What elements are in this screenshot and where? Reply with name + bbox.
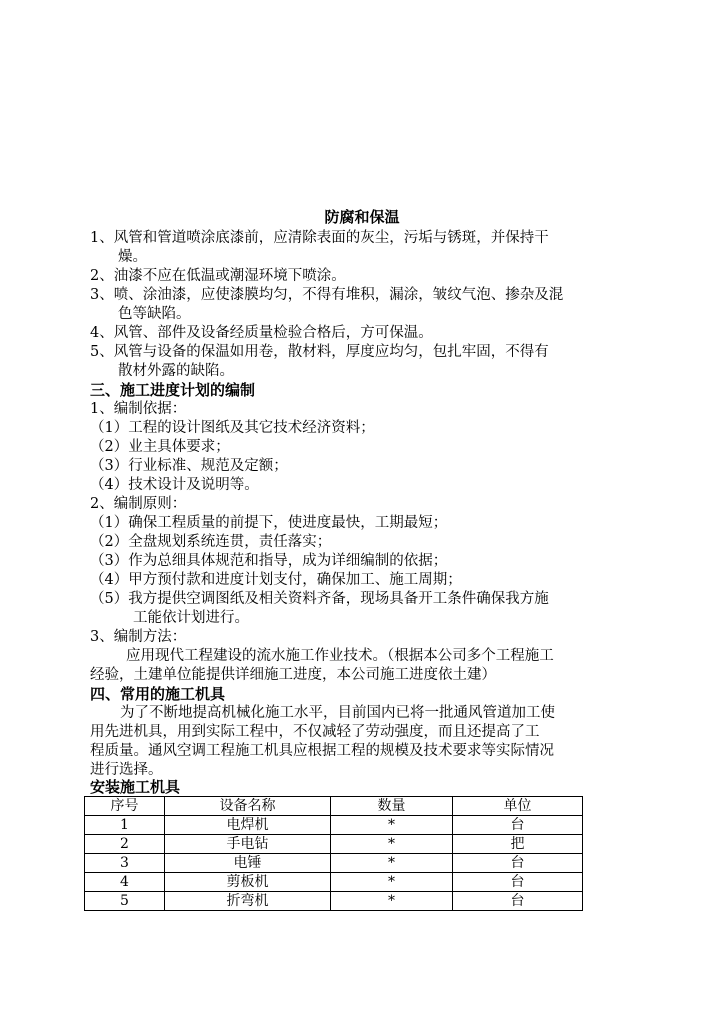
equipment-table bbox=[84, 796, 583, 911]
table-row bbox=[85, 892, 583, 911]
list-item: 2、油漆不应在低温或潮湿环境下喷涂。 bbox=[90, 268, 346, 284]
table-cell: 电锤 bbox=[165, 854, 331, 873]
table-cell: * bbox=[331, 816, 453, 835]
table-cell: * bbox=[331, 835, 453, 854]
column-header: 序号 bbox=[85, 797, 165, 816]
list-item-continuation: 燥。 bbox=[118, 249, 147, 265]
list-item: （4）甲方预付款和进度计划支付，确保加工、施工周期； bbox=[90, 572, 462, 588]
list-item: 4、风管、部件及设备经质量检验合格后，方可保温。 bbox=[90, 325, 433, 341]
table-row bbox=[85, 816, 583, 835]
list-item: （1）工程的设计图纸及其它技术经济资料； bbox=[90, 420, 375, 436]
list-item: （3）作为总细具体规范和指导，成为详细编制的依据； bbox=[90, 553, 448, 569]
table-cell: 台 bbox=[453, 892, 583, 911]
list-item-continuation: 工能依计划进行。 bbox=[133, 610, 249, 626]
table-row bbox=[85, 835, 583, 854]
list-item: （2）业主具体要求； bbox=[90, 439, 230, 455]
table-cell: 台 bbox=[453, 854, 583, 873]
table-cell: * bbox=[331, 892, 453, 911]
list-item: （1）确保工程质量的前提下，使进度最快，工期最短； bbox=[90, 515, 448, 531]
table-title: 安装施工机具 bbox=[90, 778, 181, 796]
table-cell: 5 bbox=[85, 892, 165, 911]
paragraph-line: 进行选择。 bbox=[90, 762, 163, 778]
table-cell: * bbox=[331, 873, 453, 892]
paragraph-line: 为了不断地提高机械化施工水平，目前国内已将一批通风管道加工使 bbox=[120, 705, 555, 721]
paragraph-line: 应用现代工程建设的流水施工作业技术。（根据本公司多个工程施工 bbox=[126, 648, 554, 664]
table-cell: 剪板机 bbox=[165, 873, 331, 892]
section-heading: 三、施工进度计划的编制 bbox=[90, 381, 256, 399]
table-cell: 手电钻 bbox=[165, 835, 331, 854]
page-title: 防腐和保温 bbox=[324, 208, 400, 226]
list-item: （3）行业标准、规范及定额； bbox=[90, 458, 288, 474]
table-cell: 台 bbox=[453, 873, 583, 892]
list-item: （5）我方提供空调图纸及相关资料齐备，现场具备开工条件确保我方施 bbox=[90, 591, 549, 607]
column-header: 设备名称 bbox=[165, 797, 331, 816]
table-cell: 1 bbox=[85, 816, 165, 835]
table-cell: 把 bbox=[453, 835, 583, 854]
list-item: 1、风管和管道喷涂底漆前，应清除表面的灰尘，污垢与锈斑，并保持干 bbox=[90, 230, 549, 246]
list-item: 3、喷、涂油漆，应使漆膜均匀，不得有堆积，漏涂，皱纹气泡、掺杂及混 bbox=[90, 287, 564, 303]
paragraph-line: 程质量。通风空调工程施工机具应根据工程的规模及技术要求等实际情况 bbox=[90, 743, 554, 759]
sub-heading: 2、编制原则： bbox=[90, 496, 187, 512]
table-cell: * bbox=[331, 854, 453, 873]
list-item-continuation: 散材外露的缺陷。 bbox=[118, 363, 234, 379]
sub-heading: 3、编制方法： bbox=[90, 629, 187, 645]
column-header: 数量 bbox=[331, 797, 453, 816]
table-cell: 台 bbox=[453, 816, 583, 835]
table-cell: 折弯机 bbox=[165, 892, 331, 911]
table-cell: 4 bbox=[85, 873, 165, 892]
table-header-row bbox=[85, 797, 583, 816]
section-heading: 四、常用的施工机具 bbox=[90, 685, 226, 703]
table-cell: 2 bbox=[85, 835, 165, 854]
sub-heading: 1、编制依据： bbox=[90, 401, 187, 417]
table-row bbox=[85, 854, 583, 873]
table-cell: 电焊机 bbox=[165, 816, 331, 835]
list-item: 5、风管与设备的保温如用卷，散材料，厚度应均匀，包扎牢固，不得有 bbox=[90, 344, 549, 360]
column-header: 单位 bbox=[453, 797, 583, 816]
list-item: （4）技术设计及说明等。 bbox=[90, 477, 259, 493]
list-item-continuation: 色等缺陷。 bbox=[118, 306, 191, 322]
paragraph-line: 用先进机具，用到实际工程中，不仅减轻了劳动强度，而且还提高了工 bbox=[90, 724, 540, 740]
list-item: （2）全盘规划系统连贯，责任落实； bbox=[90, 534, 332, 550]
paragraph-line: 经验，土建单位能提供详细施工进度，本公司施工进度依土建） bbox=[90, 667, 496, 683]
table-row bbox=[85, 873, 583, 892]
table-cell: 3 bbox=[85, 854, 165, 873]
